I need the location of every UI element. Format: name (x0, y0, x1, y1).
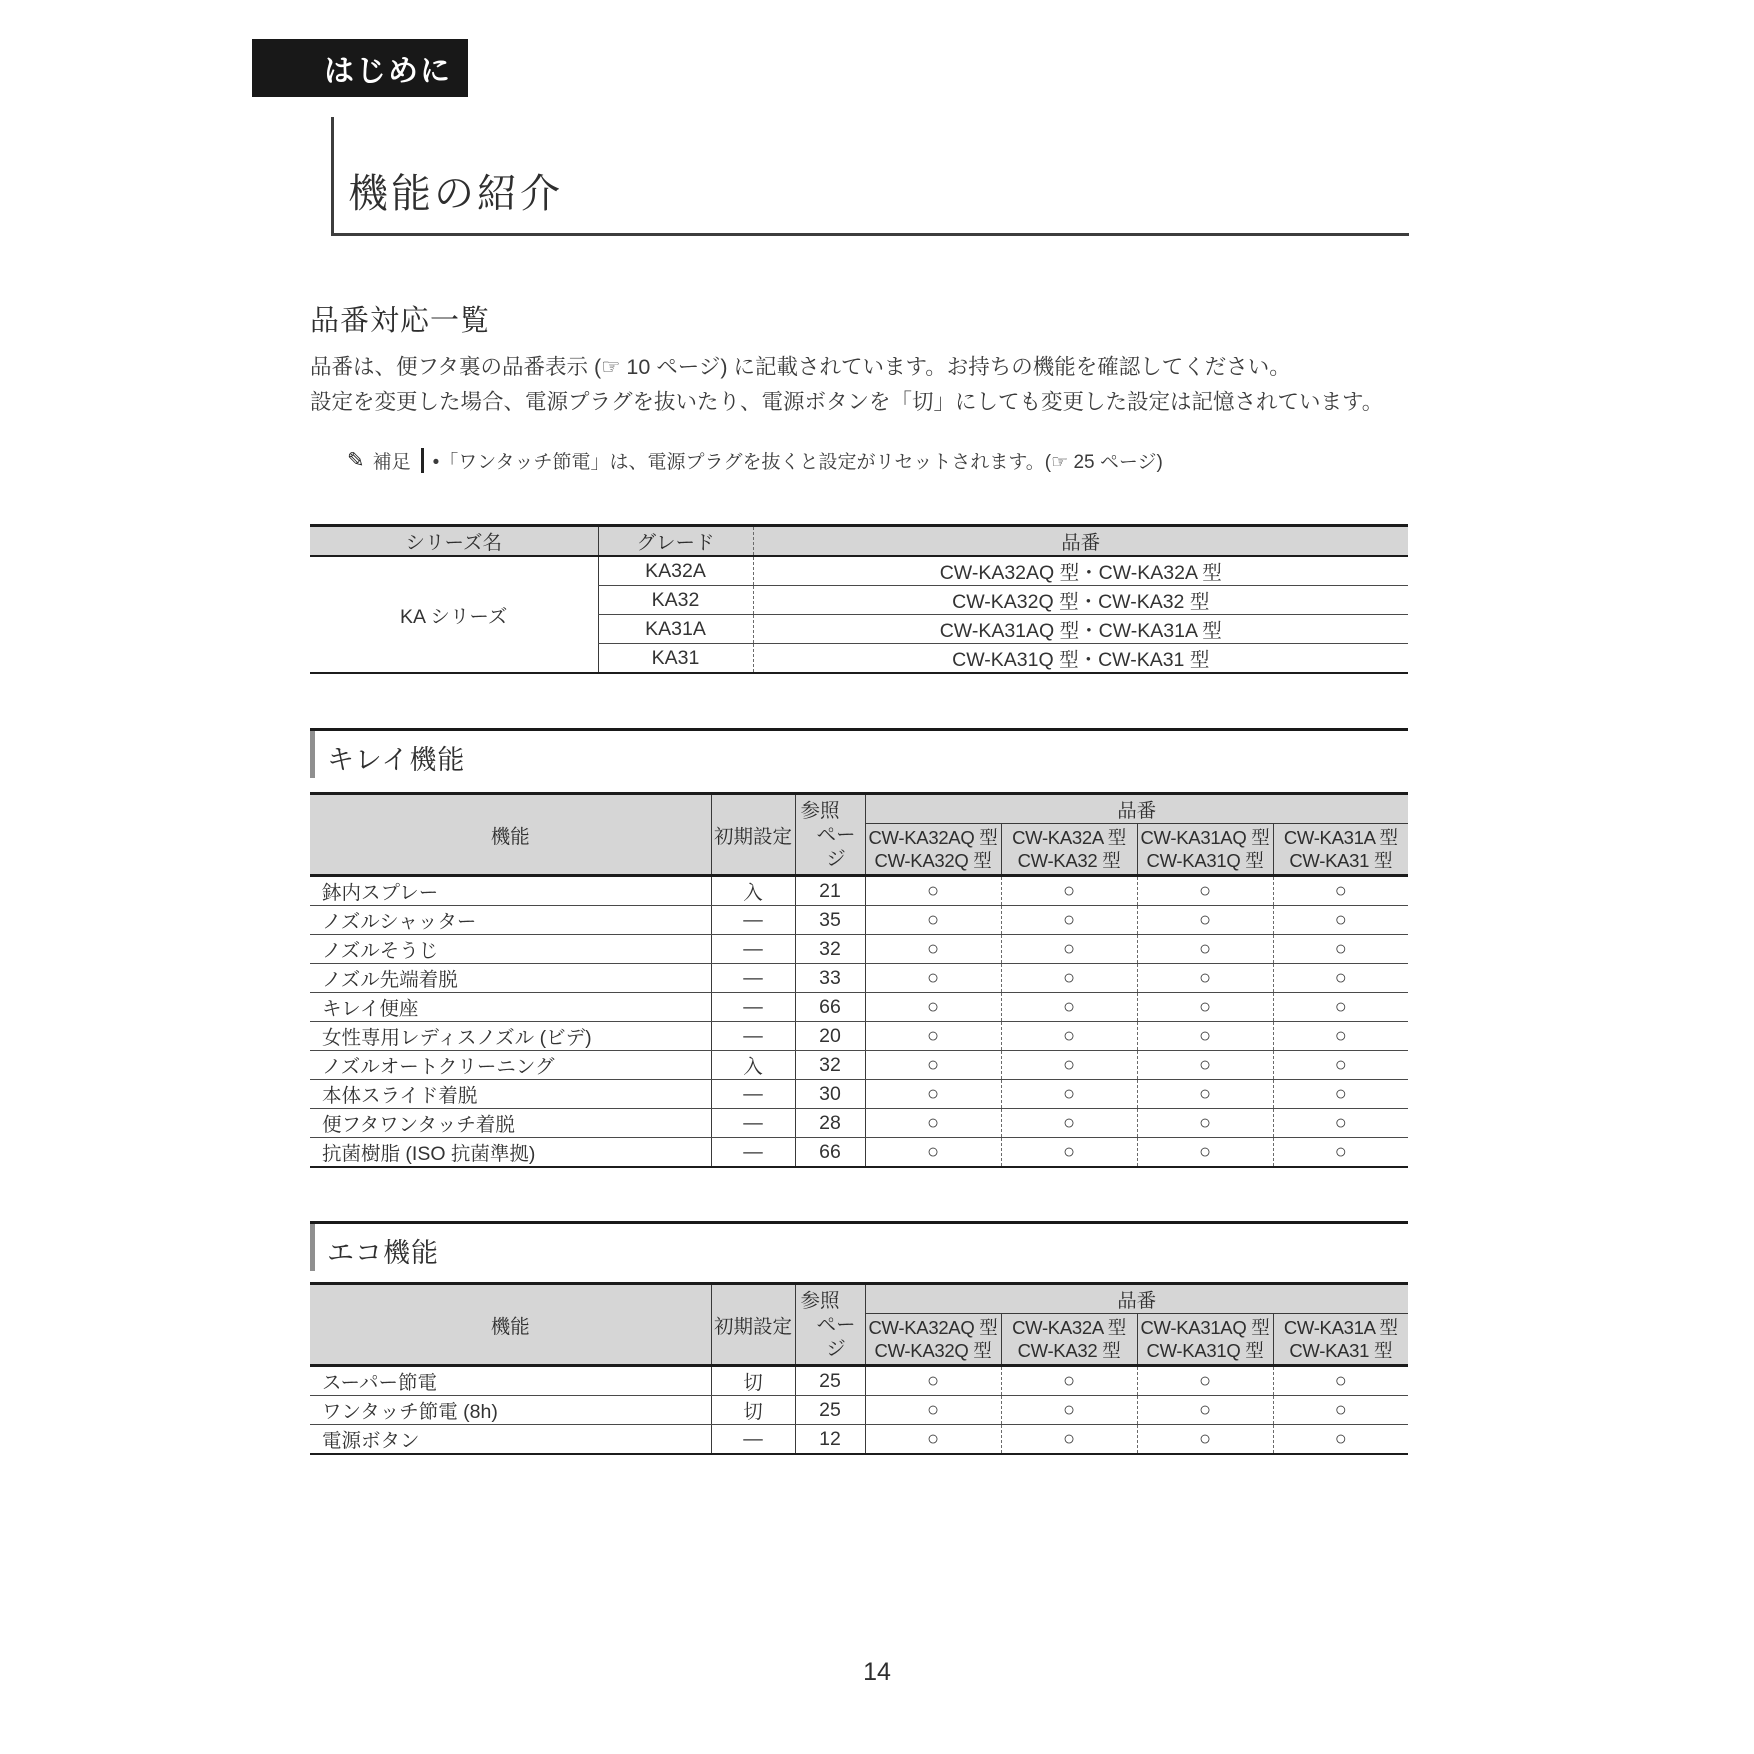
circle-mark: ○ (865, 935, 1001, 964)
circle-mark: ○ (1137, 1138, 1273, 1168)
circle-mark: ○ (1001, 1138, 1137, 1168)
circle-mark: ○ (1273, 1138, 1408, 1168)
model-header-4: CW-KA31A 型 CW-KA31 型 (1273, 1314, 1408, 1366)
feature-row: 女性専用レディスノズル (ビデ) ― 20 ○ ○ ○ ○ (310, 1022, 1408, 1051)
circle-mark: ○ (1001, 876, 1137, 906)
circle-mark: ○ (1273, 935, 1408, 964)
intro-paragraph (310, 350, 1383, 420)
circle-mark: ○ (1137, 1022, 1273, 1051)
feature-row: 鉢内スプレー 入 21 ○ ○ ○ ○ (310, 876, 1408, 906)
page-title-block (331, 117, 1409, 236)
feature-row: スーパー節電 切 25 ○ ○ ○ ○ (310, 1366, 1408, 1396)
model-header-3: CW-KA31AQ 型 CW-KA31Q 型 (1137, 824, 1273, 876)
kirei-section-heading (310, 728, 1408, 777)
feature-row: ノズルオートクリーニング 入 32 ○ ○ ○ ○ (310, 1051, 1408, 1080)
page-number: 14 (863, 1658, 891, 1686)
circle-mark: ○ (1001, 1080, 1137, 1109)
circle-mark: ○ (865, 993, 1001, 1022)
col-header-function: 機能 (310, 1284, 711, 1366)
note-label: 補足 (372, 452, 411, 473)
col-header-grade: グレード (598, 526, 753, 557)
col-header-models: 品番 (753, 526, 1408, 557)
models-cell: CW-KA31AQ 型・CW-KA31A 型 (753, 615, 1408, 644)
grade-cell: KA32A (598, 556, 753, 586)
circle-mark: ○ (1001, 1396, 1137, 1425)
feature-row: 抗菌樹脂 (ISO 抗菌準拠) ― 66 ○ ○ ○ ○ (310, 1138, 1408, 1168)
circle-mark: ○ (865, 906, 1001, 935)
circle-mark: ○ (1001, 993, 1137, 1022)
circle-mark: ○ (865, 1022, 1001, 1051)
circle-mark: ○ (1137, 1080, 1273, 1109)
models-cell: CW-KA32Q 型・CW-KA32 型 (753, 586, 1408, 615)
feature-row: ノズル先端着脱 ― 33 ○ ○ ○ ○ (310, 964, 1408, 993)
series-table-header-row (310, 526, 1408, 557)
feature-table-header-row (310, 794, 1408, 824)
grade-cell: KA32 (598, 586, 753, 615)
feature-row: ワンタッチ節電 (8h) 切 25 ○ ○ ○ ○ (310, 1396, 1408, 1425)
supplement-note (347, 447, 1163, 474)
circle-mark: ○ (1137, 1109, 1273, 1138)
note-text: •「ワンタッチ節電」は、電源プラグを抜くと設定がリセットされます。(☞ 25 ページ) (432, 452, 1163, 473)
circle-mark: ○ (1137, 964, 1273, 993)
kirei-feature-table (310, 792, 1408, 1168)
circle-mark: ○ (1273, 964, 1408, 993)
circle-mark: ○ (1001, 1425, 1137, 1455)
models-cell: CW-KA31Q 型・CW-KA31 型 (753, 644, 1408, 674)
feature-row: ノズルシャッター ― 35 ○ ○ ○ ○ (310, 906, 1408, 935)
eco-heading-text: エコ機能 (327, 1238, 439, 1268)
circle-mark: ○ (1001, 1022, 1137, 1051)
circle-mark: ○ (1137, 1051, 1273, 1080)
circle-mark: ○ (1273, 1396, 1408, 1425)
col-header-default: 初期設定 (711, 794, 795, 876)
model-header-1: CW-KA32AQ 型 CW-KA32Q 型 (865, 1314, 1001, 1366)
eco-section-heading (310, 1221, 1408, 1270)
col-header-ref-page: 参照 ページ (795, 794, 865, 876)
eco-feature-table (310, 1282, 1408, 1455)
intro-line-1: 品番は、便フタ裏の品番表示 (☞ 10 ページ) に記載されています。お持ちの機能を確認してください。 (310, 355, 1291, 379)
circle-mark: ○ (1001, 935, 1137, 964)
chapter-tab (252, 39, 468, 97)
pencil-icon: ✎ (347, 449, 365, 472)
circle-mark: ○ (1137, 1366, 1273, 1396)
circle-mark: ○ (1273, 906, 1408, 935)
feature-table-header-row (310, 1284, 1408, 1314)
circle-mark: ○ (865, 1366, 1001, 1396)
circle-mark: ○ (1001, 964, 1137, 993)
circle-mark: ○ (1001, 1109, 1137, 1138)
circle-mark: ○ (1273, 1051, 1408, 1080)
col-header-series-name: シリーズ名 (310, 526, 598, 557)
circle-mark: ○ (1137, 993, 1273, 1022)
feature-row: 電源ボタン ― 12 ○ ○ ○ ○ (310, 1425, 1408, 1455)
heading-bar (310, 1224, 315, 1271)
chapter-tab-label: はじめに (324, 55, 452, 88)
circle-mark: ○ (1001, 906, 1137, 935)
circle-mark: ○ (1273, 1366, 1408, 1396)
circle-mark: ○ (1273, 876, 1408, 906)
model-header-4: CW-KA31A 型 CW-KA31 型 (1273, 824, 1408, 876)
circle-mark: ○ (865, 876, 1001, 906)
circle-mark: ○ (1137, 906, 1273, 935)
model-header-1: CW-KA32AQ 型 CW-KA32Q 型 (865, 824, 1001, 876)
grade-cell: KA31A (598, 615, 753, 644)
series-name-cell: KA シリーズ (310, 556, 598, 673)
col-header-function: 機能 (310, 794, 711, 876)
intro-line-2: 設定を変更した場合、電源プラグを抜いたり、電源ボタンを「切」にしても変更した設定は記憶されています。 (310, 390, 1384, 414)
circle-mark: ○ (1273, 1109, 1408, 1138)
heading-bar (310, 731, 315, 778)
circle-mark: ○ (865, 1396, 1001, 1425)
circle-mark: ○ (865, 1080, 1001, 1109)
feature-row: 便フタワンタッチ着脱 ― 28 ○ ○ ○ ○ (310, 1109, 1408, 1138)
circle-mark: ○ (865, 1138, 1001, 1168)
series-table-row (310, 556, 1408, 586)
grade-cell: KA31 (598, 644, 753, 674)
series-table (310, 524, 1408, 674)
kirei-heading-text: キレイ機能 (327, 745, 466, 775)
model-header-2: CW-KA32A 型 CW-KA32 型 (1001, 1314, 1137, 1366)
circle-mark: ○ (1137, 1425, 1273, 1455)
models-cell: CW-KA32AQ 型・CW-KA32A 型 (753, 556, 1408, 586)
feature-row: ノズルそうじ ― 32 ○ ○ ○ ○ (310, 935, 1408, 964)
circle-mark: ○ (1137, 876, 1273, 906)
feature-row: キレイ便座 ― 66 ○ ○ ○ ○ (310, 993, 1408, 1022)
circle-mark: ○ (1137, 1396, 1273, 1425)
circle-mark: ○ (1001, 1051, 1137, 1080)
circle-mark: ○ (1001, 1366, 1137, 1396)
circle-mark: ○ (1273, 1425, 1408, 1455)
circle-mark: ○ (865, 1051, 1001, 1080)
model-header-3: CW-KA31AQ 型 CW-KA31Q 型 (1137, 1314, 1273, 1366)
circle-mark: ○ (865, 964, 1001, 993)
col-header-ref-page: 参照 ページ (795, 1284, 865, 1366)
model-header-2: CW-KA32A 型 CW-KA32 型 (1001, 824, 1137, 876)
note-divider (421, 448, 424, 473)
circle-mark: ○ (865, 1109, 1001, 1138)
circle-mark: ○ (1137, 935, 1273, 964)
circle-mark: ○ (1273, 1080, 1408, 1109)
circle-mark: ○ (865, 1425, 1001, 1455)
section-heading-hinban-list: 品番対応一覧 (310, 305, 491, 337)
circle-mark: ○ (1273, 993, 1408, 1022)
feature-row: 本体スライド着脱 ― 30 ○ ○ ○ ○ (310, 1080, 1408, 1109)
col-header-hinban: 品番 (865, 794, 1408, 824)
page-title: 機能の紹介 (348, 172, 563, 216)
col-header-default: 初期設定 (711, 1284, 795, 1366)
col-header-hinban: 品番 (865, 1284, 1408, 1314)
circle-mark: ○ (1273, 1022, 1408, 1051)
